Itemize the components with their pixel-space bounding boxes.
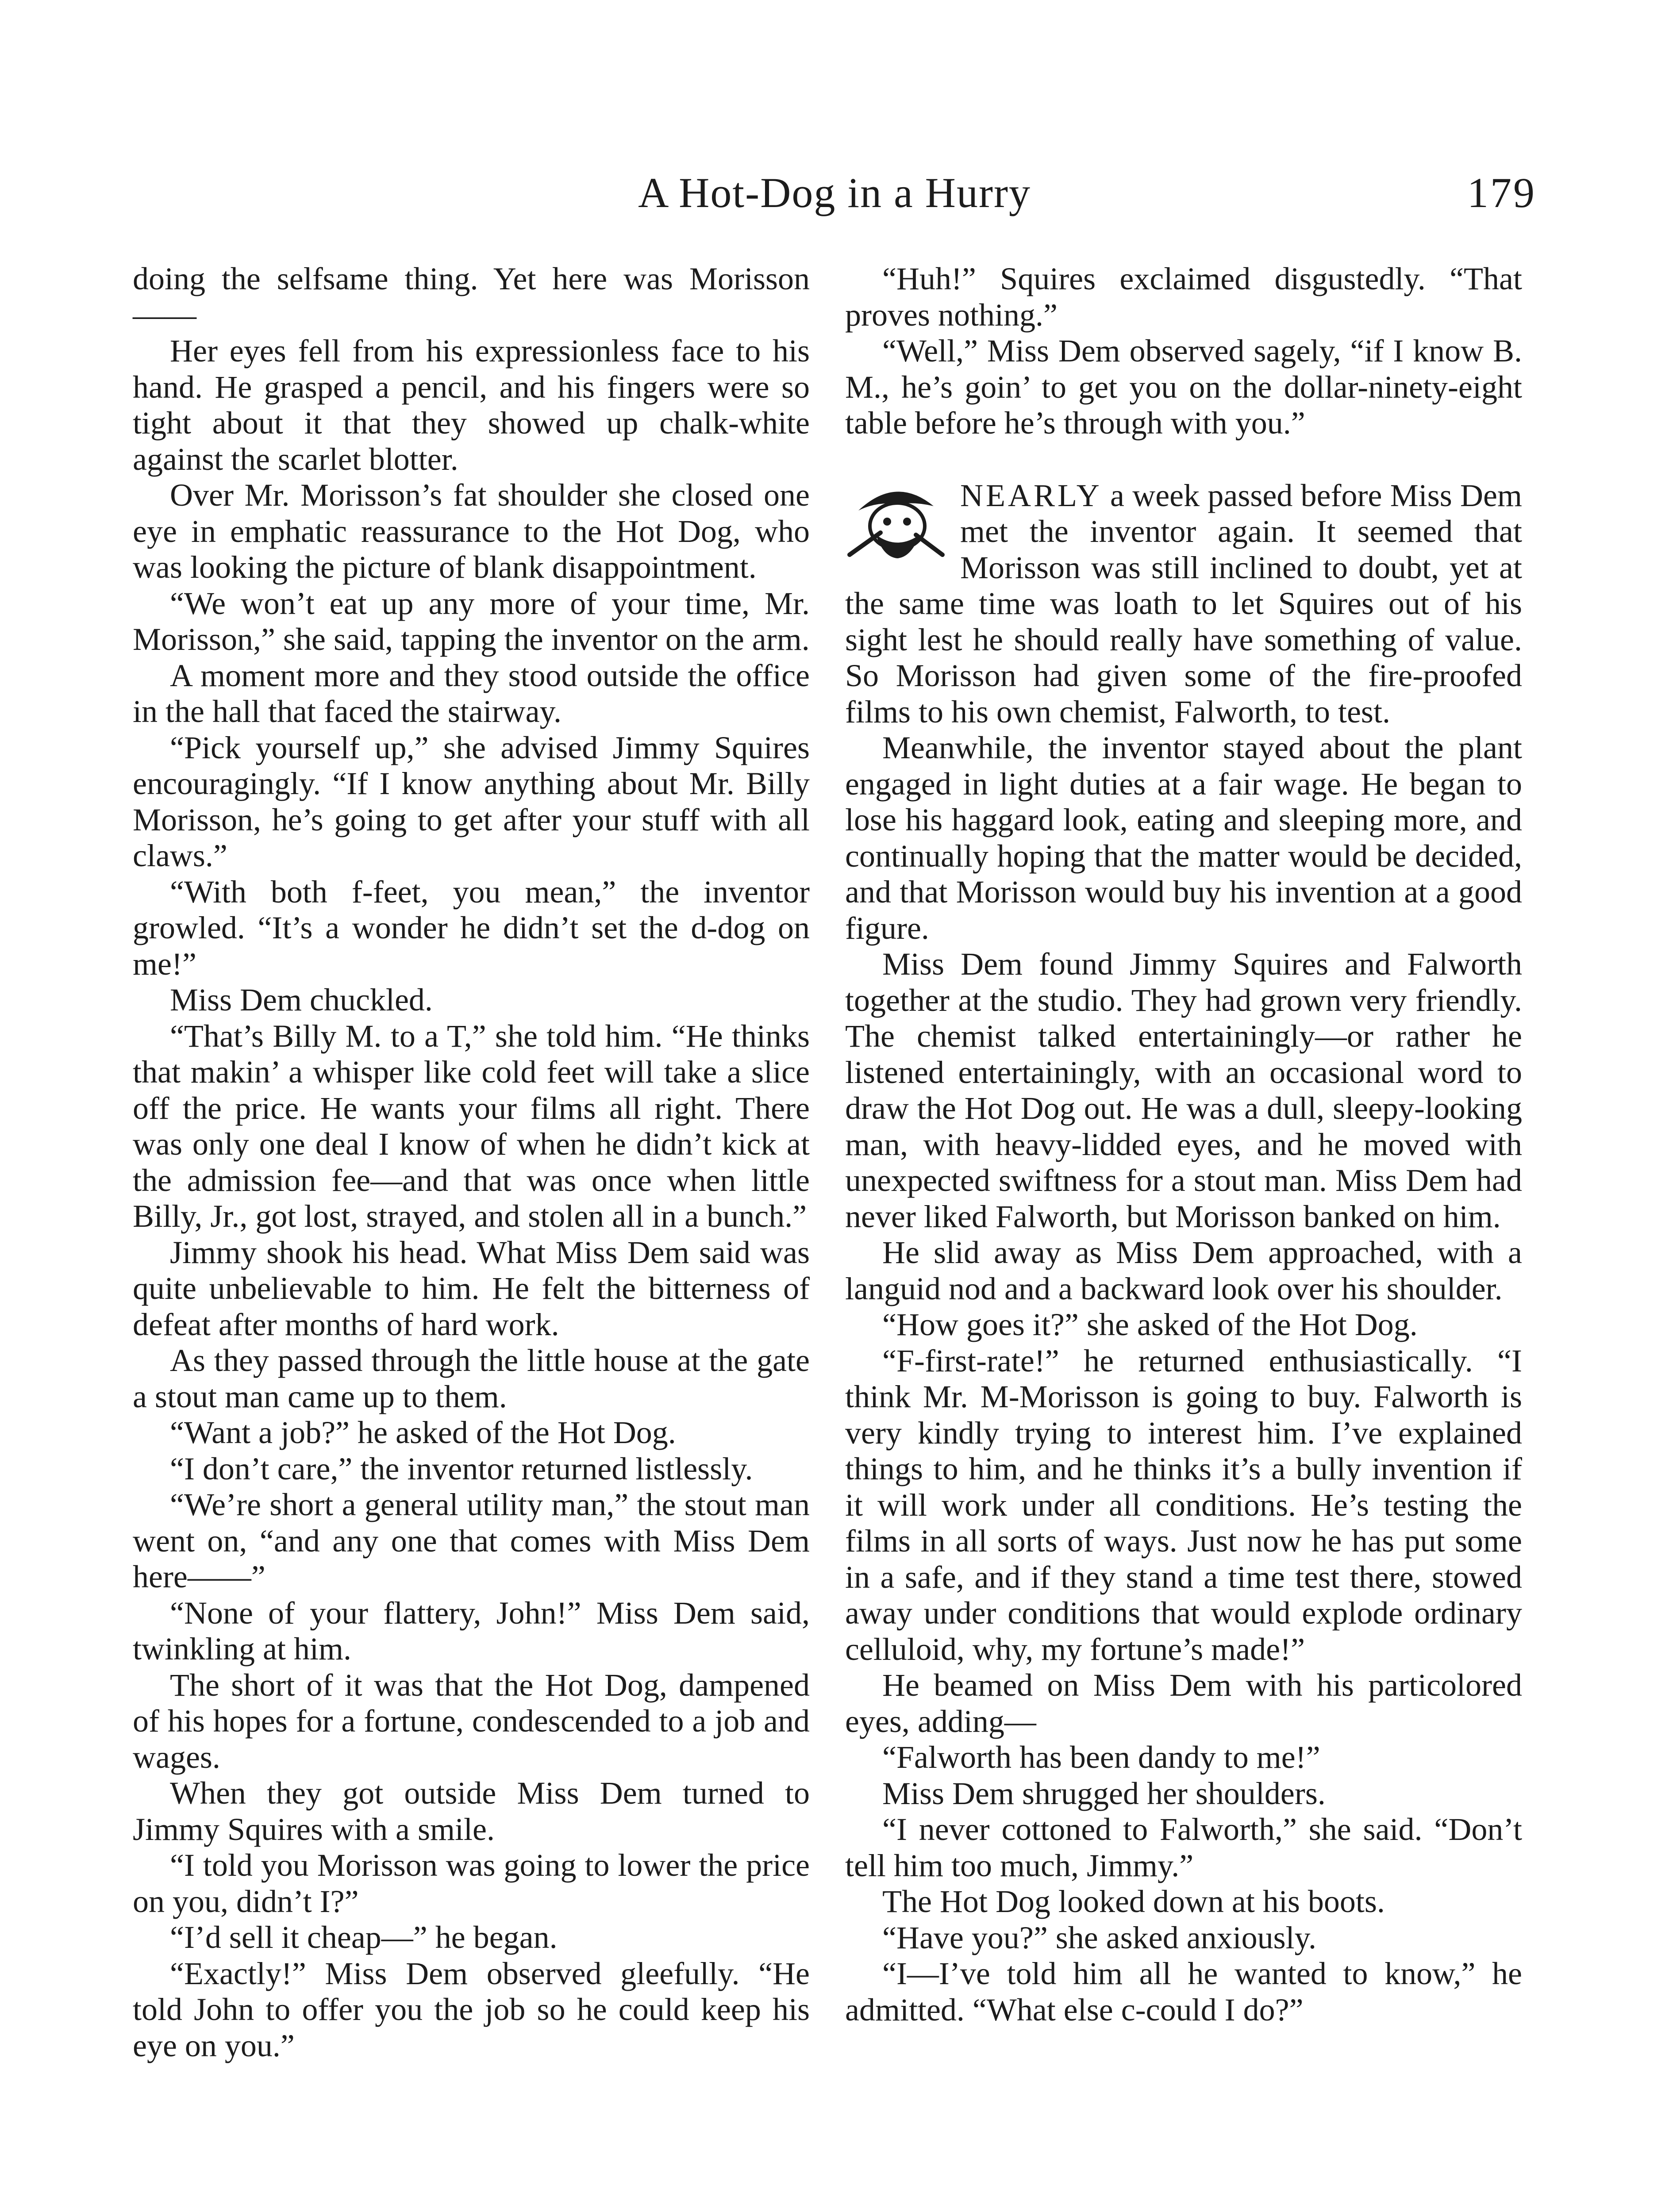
pirate-head-icon	[845, 480, 947, 564]
paragraph: Jimmy shook his head. What Miss Dem said was quite unbelievable to him. He felt the bitterness of defeat after months of hard work.	[133, 1234, 810, 1342]
running-title: A Hot-Dog in a Hurry	[638, 169, 1031, 216]
paragraph: “I never cottoned to Falworth,” she said. “Don’t tell him too much, Jimmy.”	[845, 1812, 1522, 1883]
paragraph: “Have you?” she asked anxiously.	[882, 1920, 1316, 1955]
paragraph: Meanwhile, the inventor stayed about the plant engaged in light duties at a fair wage. He began to lose his haggard look, eating and sleeping more, and continually hoping that the matter would be decided, and that Morisson would buy his invention at a good figure.	[845, 730, 1522, 946]
paragraph: “Exactly!” Miss Dem observed gleefully. “He told John to offer you the job so he could keep his eye on you.”	[133, 1955, 810, 2063]
paragraph: “That’s Billy M. to a T,” she told him. “He thinks that makin’ a whisper like cold feet will take a slice off the price. He wants your films all right. There was only one deal I know of when he didn’t kick at the admission fee—and that was once when little Billy, Jr., got lost, strayed, and stolen all in a bunch.”	[133, 1018, 810, 1234]
paragraph: “We won’t eat up any more of your time, Mr. Morisson,” she said, tapping the inventor on the arm.	[133, 585, 810, 657]
paragraph: “I don’t care,” the inventor returned listlessly.	[170, 1451, 753, 1486]
paragraph: “I—I’ve told him all he wanted to know,” he admitted. “What else c-could I do?”	[845, 1956, 1522, 2028]
paragraph: “F-first-rate!” he returned enthusiastically. “I think Mr. M-Morisson is going to buy. Falworth is very kindly trying to interest him. I’ve explained things to him, and he thinks it’s a bully invention if it will work under all conditions. He’s testing the films in all sorts of ways. Just now he has put some in a safe, and if they stand a time test there, stowed away under conditions that would explode ordinary celluloid, why, my fortune’s made!”	[845, 1343, 1522, 1667]
page-number: 179	[1467, 169, 1536, 216]
paragraph: Over Mr. Morisson’s fat shoulder she closed one eye in emphatic reassurance to the Hot Dog, who was looking the picture of blank disappointment.	[133, 477, 810, 585]
section-break	[845, 442, 1522, 478]
paragraph: “Pick yourself up,” she advised Jimmy Squires encouragingly. “If I know anything about Mr. Billy Morisson, he’s going to get after your stuff with all claws.”	[133, 730, 810, 873]
paragraph: Miss Dem found Jimmy Squires and Falworth together at the studio. They had grown very friendly. The chemist talked entertainingly—or rather he listened entertainingly, with an occasional word to draw the Hot Dog out. He was a dull, sleepy-looking man, with heavy-lidded eyes, and he moved with unexpected swiftness for a stout man. Miss Dem had never liked Falworth, but Morisson banked on him.	[845, 946, 1522, 1234]
paragraph: “I’d sell it cheap—” he began.	[170, 1920, 558, 1955]
section-first-paragraph-text: a week passed before Miss Dem met the inventor again. It seemed that Morisson was still inclined to doubt, yet at the same time was loath to let Squires out of his sight lest he should really have something of value. So Morisson had given some of the fire-proofed films to his own chemist, Falworth, to test.	[845, 477, 1522, 730]
paragraph: As they passed through the little house at the gate a stout man came up to them.	[133, 1343, 810, 1414]
paragraph: “With both f-feet, you mean,” the inventor growled. “It’s a wonder he didn’t set the d-dog on me!”	[133, 874, 810, 982]
paragraph: The short of it was that the Hot Dog, dampened of his hopes for a fortune, condescended to a job and wages.	[133, 1667, 810, 1775]
paragraph: “Want a job?” he asked of the Hot Dog.	[170, 1415, 676, 1450]
paragraph: doing the selfsame thing. Yet here was Morisson——	[133, 261, 810, 333]
paragraph: Her eyes fell from his expressionless face to his hand. He grasped a pencil, and his fingers were so tight about it that they showed up chalk-white against the scarlet blotter.	[133, 333, 810, 477]
paragraph: When they got outside Miss Dem turned to Jimmy Squires with a smile.	[133, 1775, 810, 1847]
paragraph: “Huh!” Squires exclaimed disgustedly. “That proves nothing.”	[845, 261, 1522, 333]
paragraph: A moment more and they stood outside the office in the hall that faced the stairway.	[133, 657, 810, 729]
paragraph: “I told you Morisson was going to lower the price on you, didn’t I?”	[133, 1847, 810, 1919]
section-opening	[845, 478, 1522, 730]
left-column	[133, 261, 810, 2064]
paragraph: “None of your flattery, John!” Miss Dem said, twinkling at him.	[133, 1595, 810, 1667]
paragraph: “How goes it?” she asked of the Hot Dog.	[882, 1307, 1418, 1342]
paragraph: The Hot Dog looked down at his boots.	[882, 1884, 1385, 1919]
paragraph: “Falworth has been dandy to me!”	[882, 1740, 1320, 1775]
paragraph: “Well,” Miss Dem observed sagely, “if I know B. M., he’s goin’ to get you on the dollar-ninety-eight table before he’s through with you.”	[845, 333, 1522, 441]
paragraph: He slid away as Miss Dem approached, with a languid nod and a backward look over his shoulder.	[845, 1235, 1522, 1306]
paragraph: “We’re short a general utility man,” the stout man went on, “and any one that comes with Miss Dem here——”	[133, 1487, 810, 1594]
right-column	[845, 261, 1522, 2028]
paragraph: Miss Dem chuckled.	[170, 982, 433, 1018]
section-lead-word: NEARLY	[960, 477, 1102, 513]
paragraph: Miss Dem shrugged her shoulders.	[882, 1775, 1326, 1811]
paragraph: He beamed on Miss Dem with his particolored eyes, adding—	[845, 1667, 1522, 1739]
